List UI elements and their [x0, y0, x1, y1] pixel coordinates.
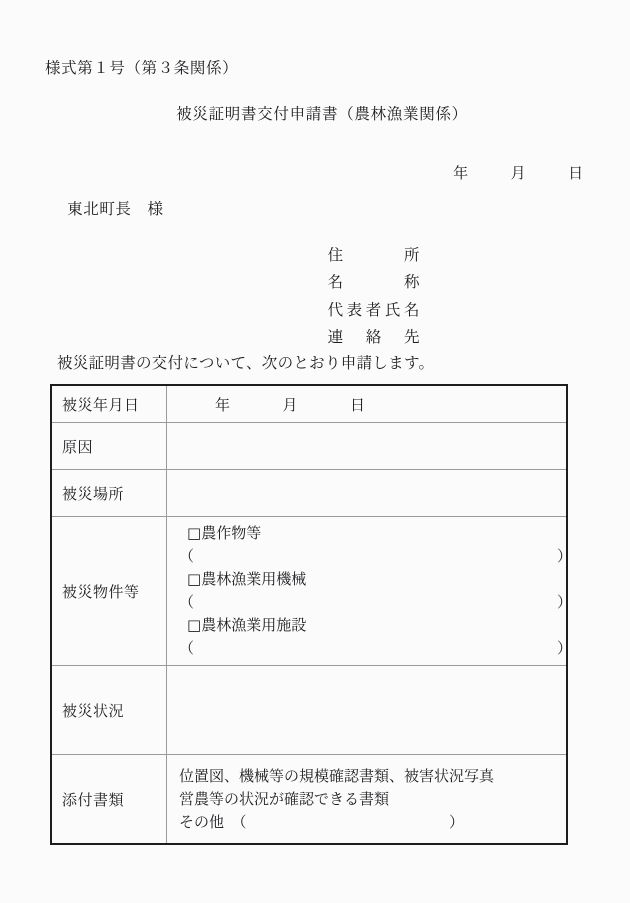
value-attachments — [167, 755, 568, 845]
damaged-objects-options — [179, 518, 573, 664]
attachment-line-other[interactable] — [179, 811, 566, 834]
addressee-honorific: 様 — [147, 199, 164, 218]
option-crops[interactable] — [179, 522, 566, 545]
addressee-name: 東北町長 — [67, 199, 132, 218]
date-day-label: 日 — [568, 164, 584, 182]
option-machinery[interactable] — [179, 568, 566, 591]
label-disaster-date: 被災年月日 — [51, 385, 167, 423]
disaster-date-day-label: 日 — [350, 395, 366, 414]
date-year-label: 年 — [453, 164, 469, 182]
lead-sentence: 被災証明書の交付について、次のとおり申請します。 — [57, 354, 435, 372]
applicant-field-representative-label: 代表者氏名 — [327, 300, 420, 319]
attachment-line-2: 営農等の状況が確認できる書類 — [179, 789, 390, 808]
label-place: 被災場所 — [51, 470, 167, 517]
option-facilities-detail-field[interactable] — [179, 637, 573, 660]
value-disaster-date[interactable] — [167, 385, 568, 423]
date-line — [432, 151, 584, 196]
attachment-other-label: その他 （ — [179, 812, 247, 831]
table-row-disaster-date — [51, 385, 567, 423]
close-paren: ） — [449, 812, 465, 831]
label-cause: 原因 — [51, 423, 167, 470]
option-facilities[interactable] — [179, 614, 566, 637]
option-machinery-label: 農林漁業用機械 — [201, 570, 307, 588]
value-cause[interactable] — [167, 423, 568, 470]
label-damage-situation: 被災状況 — [51, 666, 167, 755]
option-crops-label: 農作物等 — [201, 524, 262, 542]
applicant-field-address — [298, 214, 420, 264]
option-machinery-detail-field[interactable] — [179, 591, 573, 614]
close-paren: ） — [557, 547, 573, 565]
label-damaged-objects: 被災物件等 — [51, 517, 167, 666]
attachment-line-1: 位置図、機械等の規模確認書類、被害状況写真 — [179, 766, 495, 785]
table-row-attachments — [51, 755, 567, 845]
option-facilities-label: 農林漁業用施設 — [201, 616, 307, 634]
label-attachments: 添付書類 — [51, 755, 167, 845]
checkbox-icon[interactable]: □ — [187, 524, 202, 542]
table-row-cause — [51, 423, 567, 470]
disaster-date-month-label: 月 — [282, 395, 299, 414]
open-paren: （ — [179, 639, 195, 657]
table-row-damage-situation — [51, 666, 567, 755]
option-crops-detail-field[interactable] — [179, 545, 573, 568]
application-table — [50, 384, 573, 845]
value-damaged-objects — [167, 517, 573, 666]
checkbox-icon[interactable]: □ — [187, 570, 202, 588]
applicant-field-contact-label: 連絡先 — [327, 328, 420, 346]
open-paren: （ — [179, 547, 195, 565]
value-place[interactable] — [167, 470, 568, 517]
form-number: 様式第１号（第３条関係） — [45, 59, 239, 77]
addressee — [45, 186, 164, 233]
disaster-date-year-label: 年 — [215, 395, 231, 414]
applicant-field-name-label: 名称 — [327, 273, 420, 291]
close-paren: ） — [557, 593, 573, 611]
checkbox-icon[interactable]: □ — [187, 616, 202, 634]
value-damage-situation[interactable] — [167, 666, 568, 755]
close-paren: ） — [557, 639, 573, 657]
date-month-label: 月 — [510, 164, 527, 182]
table-row-place — [51, 470, 567, 517]
document-title: 被災証明書交付申請書（農林漁業関係） — [176, 105, 468, 123]
applicant-fields — [298, 214, 420, 346]
attachments-list — [179, 759, 566, 840]
table-row-damaged-objects — [51, 517, 567, 666]
applicant-field-address-label: 住所 — [327, 245, 420, 264]
open-paren: （ — [179, 593, 195, 611]
